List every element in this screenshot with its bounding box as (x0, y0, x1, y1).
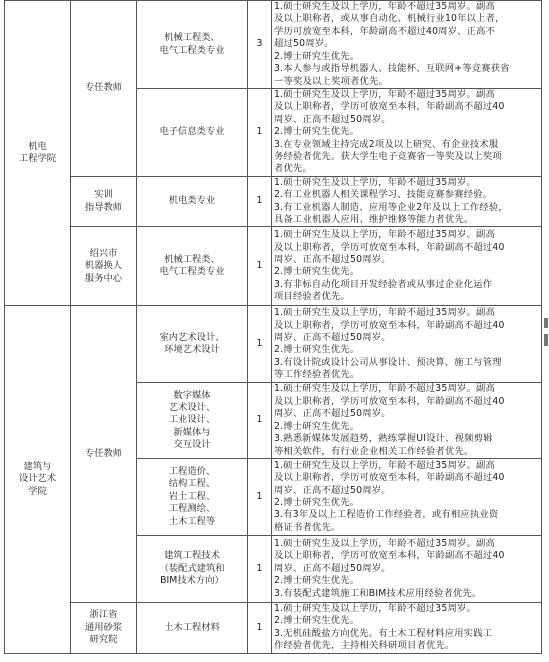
requirement-line: 3.在专业领域主持完成2项及以上研究、有企业技术服 (274, 138, 499, 150)
requirement-line: 2.博士研究生优先。 (274, 420, 360, 432)
requirement-line: 及以上职称者，学历可放宽至本科，年龄副高不超过40 (274, 472, 505, 484)
college-cell: 机电 工程学院 (5, 1, 71, 306)
count-cell: 1 (248, 535, 272, 602)
major-cell: 建筑工程技术 （装配式建筑和 BIM技术方向） (137, 535, 248, 602)
requirements-cell (272, 227, 542, 306)
requirements-cell (272, 383, 542, 458)
count-cell: 1 (248, 306, 272, 383)
requirement-line: 1.硕士研究生及以上学历，年龄不超过35周岁。副高 (274, 307, 495, 319)
scroll-marker-lower (544, 334, 548, 346)
requirement-line: 2.博士研究生优先。 (274, 575, 360, 587)
position-cell: 浙江省 通用砂浆 研究院 (71, 602, 137, 653)
count-cell: 1 (248, 89, 272, 177)
requirement-line: 务经验者优先。获大学生电子竞赛省一等奖及以上奖项 (274, 151, 502, 163)
count-cell: 3 (248, 1, 272, 89)
major-cell: 机械工程类、 电气工程类专业 (137, 227, 248, 306)
requirements-cell (272, 535, 542, 602)
requirements-cell (272, 1, 542, 89)
position-cell: 绍兴市 机器换人 服务中心 (71, 227, 137, 306)
requirement-line: 者优先。 (274, 163, 312, 175)
requirement-line: 1.硕士研究生及以上学历，年龄不超过35周岁。副高 (274, 1, 495, 13)
requirement-line: 学历可放宽至本科，年龄副高不超过40周岁、正高不 (274, 25, 496, 37)
major-cell: 机械工程类、 电气工程类专业 (137, 1, 248, 89)
requirement-line: 一等奖及以上奖项者优先。 (274, 75, 388, 87)
count-cell: 1 (248, 227, 272, 306)
requirement-line: 1.硕士研究生及以上学历，年龄不超过35周岁。副高 (274, 89, 495, 100)
major-cell: 工程造价、 结构工程、 岩土工程、 工程测绘、 土木工程等 (137, 458, 248, 535)
requirement-line: 周岁、正高不超过50周岁。 (274, 408, 391, 420)
requirement-line: 1.硕士研究生及以上学历，年龄不超过35周岁。副高 (274, 383, 495, 395)
requirement-line: 及以上职称者，学历可放宽至本科，年龄副高不超过40 (274, 319, 505, 331)
requirement-line: 超过50周岁。 (274, 38, 334, 50)
major-cell: 电子信息类专业 (137, 89, 248, 177)
position-cell: 专任教师 (71, 1, 137, 177)
requirement-line: 3.有3年及以上工程造价工作经验者，或有相应执业资 (274, 509, 499, 521)
major-cell: 机电类专业 (137, 176, 248, 227)
requirement-line: 3.无机硅酸盐方向优先。有土木工程材料应用实践工 (274, 627, 493, 639)
requirement-line: 3.有工业机器人制造、应用等企业2年及以上工作经验， (274, 201, 508, 213)
requirements-cell (272, 176, 542, 227)
requirement-line: 2.有工业机器人相关课程学习、技能竞赛参赛经验。 (274, 189, 493, 201)
requirement-line: 2.博士研究生优先。 (274, 126, 360, 138)
requirement-line: 3.有非标自动化项目开发经验者或从事过企业化运作 (274, 278, 493, 290)
requirement-line: 3.熟悉新媒体发展趋势，熟练掌握UI设计、视频剪辑 (274, 433, 493, 445)
requirement-line: 等工作经验者优先。 (274, 369, 360, 381)
major-cell: 室内艺术设计、 环境艺术设计 (137, 306, 248, 383)
requirement-line: 周岁、正高不超过50周岁。 (274, 254, 391, 266)
requirement-line: 项目经验者优先。 (274, 291, 350, 303)
requirement-line: 周岁、正高不超过50周岁。 (274, 484, 391, 496)
college-cell: 建筑与 设计艺术 学院 (5, 306, 71, 653)
requirement-line: 周岁、正高不超过50周岁。 (274, 332, 391, 344)
requirement-line: 3.有设计院或设计公司从事设计、预决算、施工与管理 (274, 356, 502, 368)
requirement-line: 1.硕士研究生及以上学历，年龄不超过35周岁。副高 (274, 537, 495, 549)
table-row (5, 176, 542, 227)
requirement-line: 及以上职称者，学历可放宽至本科，年龄副高不超过40 (274, 101, 505, 113)
scroll-marker-upper (544, 318, 548, 328)
requirement-line: 1.硕士研究生及以上学历，年龄不超过35周岁。副高 (274, 459, 495, 471)
major-cell: 数字媒体 艺术设计、 工业设计、 新媒体与 交互设计 (137, 383, 248, 458)
count-cell: 1 (248, 176, 272, 227)
requirement-line: 及以上职称者，学历可放宽至本科，年龄副高不超过40 (274, 550, 505, 562)
table-row (5, 1, 542, 89)
position-cell: 实训 指导教师 (71, 176, 137, 227)
requirement-line: 作经验者优先，主持相关科研项目者优先。 (274, 640, 455, 652)
requirement-line: 2.博士研究生优先。 (274, 496, 360, 508)
position-cell: 专任教师 (71, 306, 137, 602)
requirements-cell (272, 458, 542, 535)
requirement-line: 具备工业机器人应用、维护维修等能力者优先。 (274, 214, 474, 226)
requirement-line: 3.有装配式建筑施工和BIM技术应用经验者优先。 (274, 587, 482, 599)
requirements-cell (272, 306, 542, 383)
requirement-line: 2.博士研究生优先。 (274, 344, 360, 356)
count-cell: 1 (248, 602, 272, 653)
requirement-line: 1.硕士研究生及以上学历，年龄不超过35周岁。 (274, 602, 476, 614)
requirement-line: 及以上职称者，学历可放宽至本科，年龄副高不超过40 (274, 241, 505, 253)
requirement-line: 周岁、正高不超过50周岁。 (274, 113, 391, 125)
table-row (5, 306, 542, 383)
requirement-line: 1.硕士研究生及以上学历，年龄不超过35周岁。 (274, 176, 476, 188)
requirement-line: 3.本人参与或指导机器人、技能杯、互联网+等竞赛获省 (274, 63, 510, 75)
requirement-line: 1.硕士研究生及以上学历，年龄不超过35周岁。副高 (274, 229, 495, 241)
major-cell: 土木工程材料 (137, 602, 248, 653)
count-cell: 1 (248, 383, 272, 458)
table-row (5, 602, 542, 653)
requirement-line: 等相关软件，有行业企业相关工作经验者优先。 (274, 445, 474, 457)
table-row (5, 227, 542, 306)
requirement-line: 格证书者优先。 (274, 521, 341, 533)
requirement-line: 2.博士研究生优先。 (274, 266, 360, 278)
requirement-line: 及以上职称者，或从事自动化、机械行业10年以上者， (274, 13, 505, 25)
requirement-line: 及以上职称者，学历可放宽至本科，年龄副高不超过40 (274, 395, 505, 407)
requirement-line: 2.博士研究生优先。 (274, 615, 360, 627)
requirements-cell (272, 602, 542, 653)
count-cell: 1 (248, 458, 272, 535)
requirement-line: 2.博士研究生优先。 (274, 50, 360, 62)
requirements-cell (272, 89, 542, 177)
recruitment-table (4, 0, 542, 654)
requirement-line: 周岁、正高不超过50周岁。 (274, 562, 391, 574)
